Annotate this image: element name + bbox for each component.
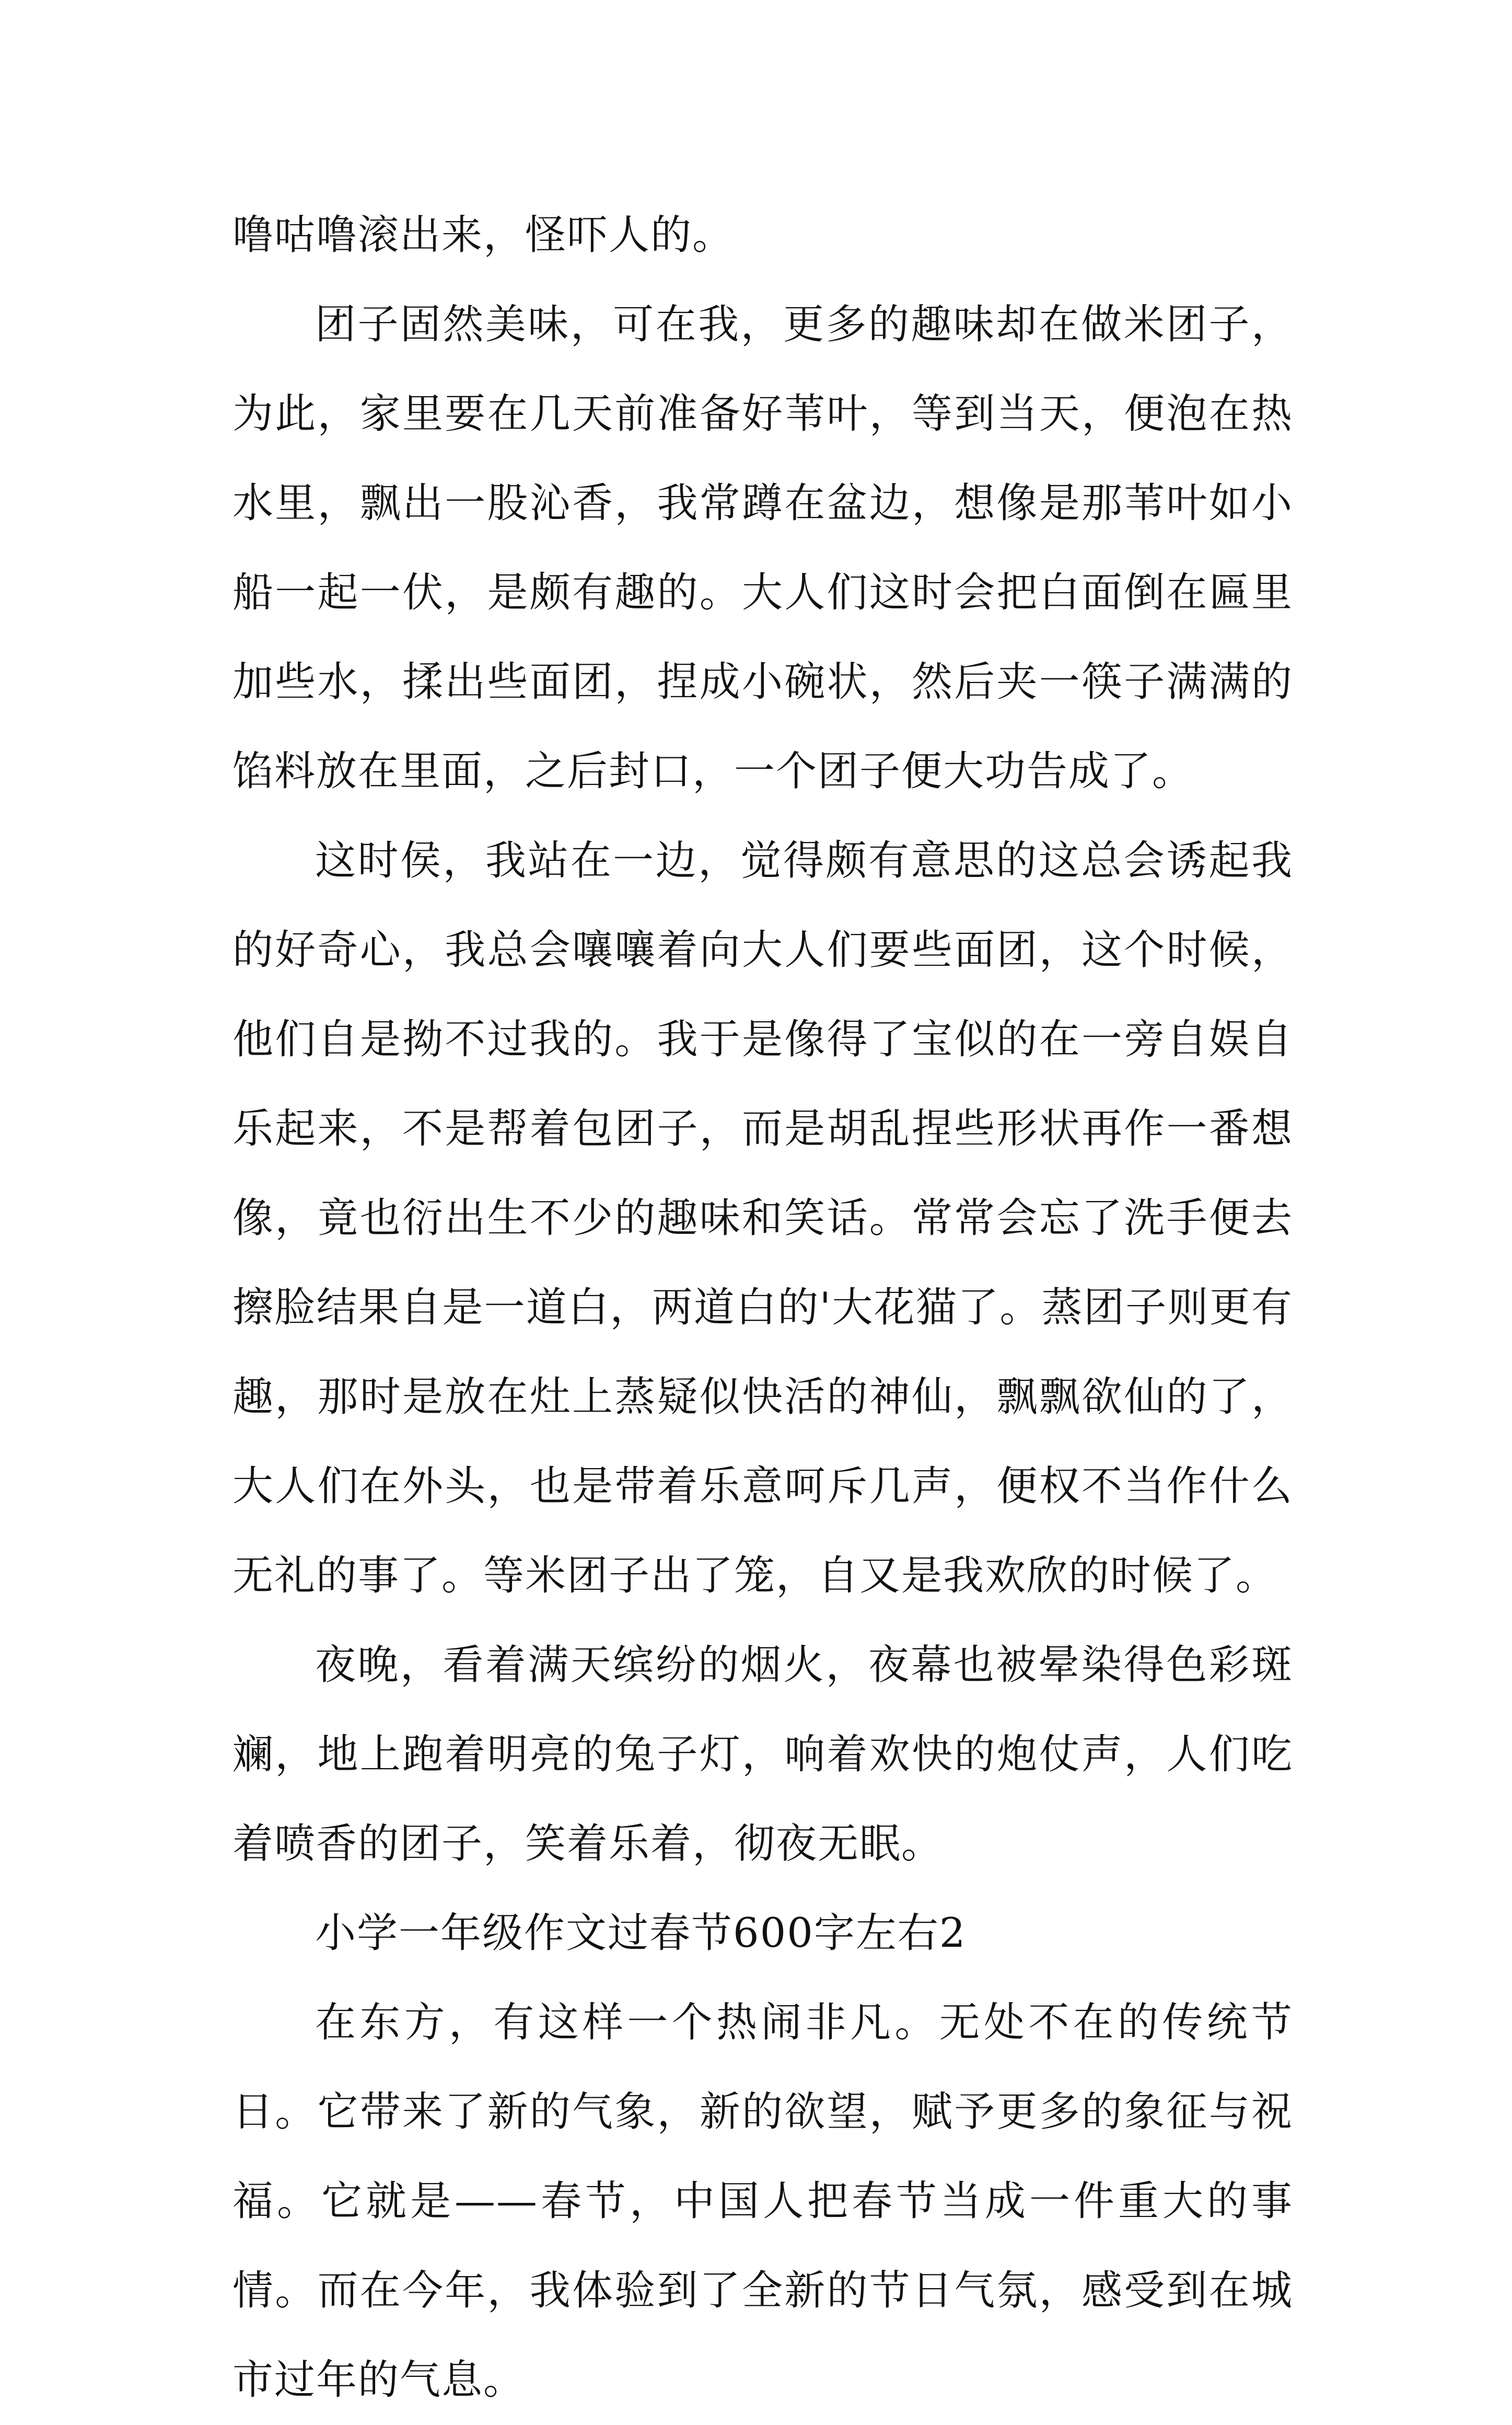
paragraph-3: 这时侯，我站在一边，觉得颇有意思的这总会诱起我的好奇心，我总会嚷嚷着向大人们要些面团，这个时候，他们自是拗不过我的。我于是像得了宝似的在一旁自娱自乐起来，不是帮着包团子，而是胡乱捏些形状再作一番想像，竟也衍出生不少的趣味和笑话。常常会忘了洗手便去擦脸结果自是一道白，两道白的'大花猫了。蒸团子则更有趣，那时是放在灶上蒸疑似快活的神仙，飘飘欲仙的了，大人们在外头，也是带着乐意呵斥几声，便权不当作什么无礼的事了。等米团子出了笼，自又是我欢欣的时候了。 [232, 837, 1293, 1599]
section-heading: 小学一年级作文过春节600字左右2 [315, 1910, 967, 1957]
paragraph-1: 噜咕噜滚出来，怪吓人的。 [232, 212, 735, 259]
paragraph-5: 在东方，有这样一个热闹非凡。无处不在的传统节日。它带来了新的气象，新的欲望，赋予更多的象征与祝福。它就是——春节，中国人把春节当成一件重大的事情。而在今年，我体验到了全新的节日气氛，感受到在城市过年的气息。 [232, 1999, 1293, 2404]
paragraph-2: 团子固然美味，可在我，更多的趣味却在做米团子，为此，家里要在几天前准备好苇叶，等到当天，便泡在热水里，飘出一股沁香，我常蹲在盆边，想像是那苇叶如小船一起一伏，是颇有趣的。大人们这时会把白面倒在匾里加些水，揉出些面团，捏成小碗状，然后夹一筷子满满的馅料放在里面，之后封口，一个团子便大功告成了。 [232, 301, 1293, 795]
document-body [232, 191, 1293, 2425]
paragraph-4: 夜晚，看着满天缤纷的烟火，夜幕也被晕染得色彩斑斓，地上跑着明亮的兔子灯，响着欢快的炮仗声，人们吃着喷香的团子，笑着乐着，彻夜无眠。 [232, 1642, 1293, 1867]
